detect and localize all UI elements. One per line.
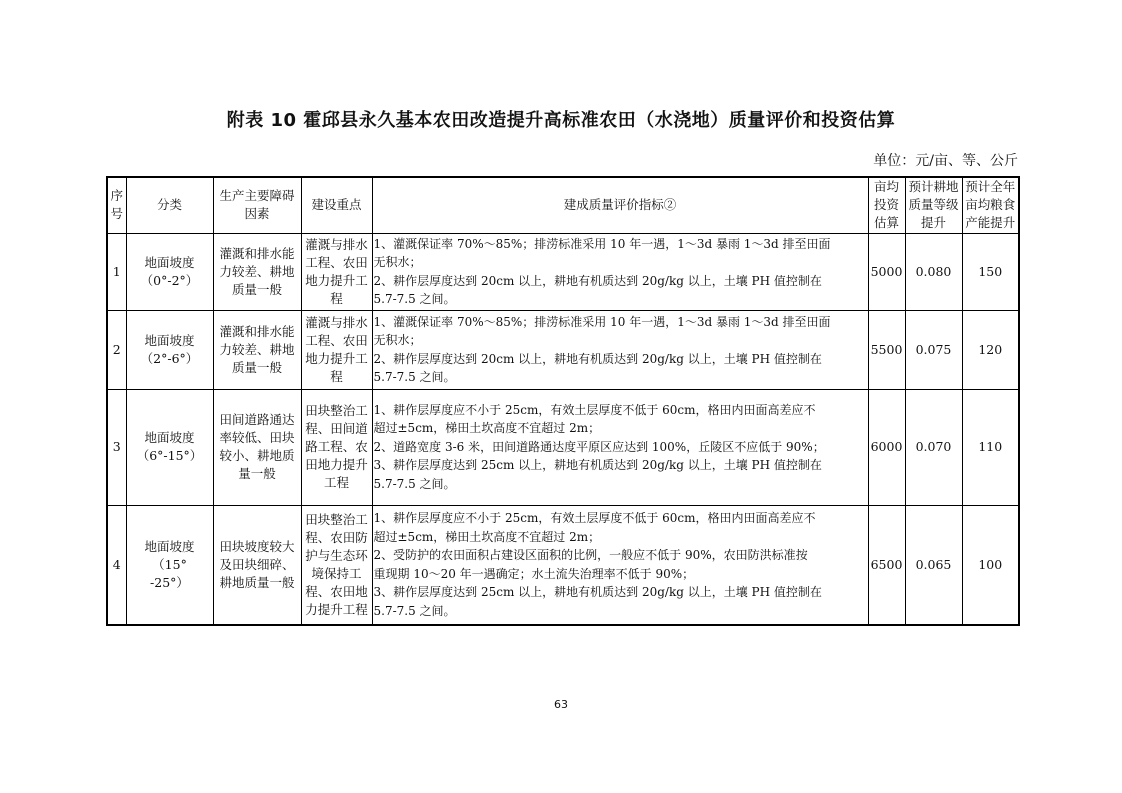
row-yield: 110	[962, 389, 1019, 505]
row-category: 地面坡度 （2°-6°）	[126, 310, 213, 389]
header-yield: 预计全年 亩均粮食 产能提升	[962, 177, 1019, 233]
header-obstacle: 生产主要障碍 因素	[213, 177, 301, 233]
header-category: 分类	[126, 177, 213, 233]
row-indicator: 1、耕作层厚度应不小于 25cm，有效土层厚度不低于 60cm，格田内田面高差应不 超过±5cm，梯田土坎高度不宜超过 2m； 2、道路宽度 3-6 米，田间道路通达度平原区应达到 100%，丘陵区不应低于 90%； 3、耕作层厚度达到 25cm 以上，耕地有机质达到 20g/kg 以上，土壤 PH 值控制在 5.7-7.5 之间。	[372, 389, 868, 505]
row-grade: 0.070	[905, 389, 962, 505]
page-number: 63	[554, 698, 568, 711]
row-investment: 5000	[868, 233, 905, 310]
row-grade: 0.080	[905, 233, 962, 310]
row-category: 地面坡度 （0°-2°）	[126, 233, 213, 310]
header-grade: 预计耕地 质量等级 提升	[905, 177, 962, 233]
row-focus: 灌溉与排水 工程、农田 地力提升工 程	[301, 310, 372, 389]
table-title: 附表 10 霍邱县永久基本农田改造提升高标准农田（水浇地）质量评价和投资估算	[226, 110, 896, 131]
row-investment: 6000	[868, 389, 905, 505]
row-grade: 0.065	[905, 505, 962, 625]
row-indicator: 1、灌溉保证率 70%～85%；排涝标准采用 10 年一遇，1～3d 暴雨 1～3d 排至田面 无积水； 2、耕作层厚度达到 20cm 以上，耕地有机质达到 20g/kg 以上，土壤 PH 值控制在 5.7-7.5 之间。	[372, 233, 868, 310]
row-focus: 灌溉与排水 工程、农田 地力提升工 程	[301, 233, 372, 310]
row-obstacle: 灌溉和排水能 力较差、耕地 质量一般	[213, 233, 301, 310]
table-row	[107, 310, 1019, 389]
row-indicator: 1、灌溉保证率 70%～85%；排涝标准采用 10 年一遇，1～3d 暴雨 1～3d 排至田面 无积水； 2、耕作层厚度达到 20cm 以上，耕地有机质达到 20g/kg 以上，土壤 PH 值控制在 5.7-7.5 之间。	[372, 310, 868, 389]
row-seq: 3	[107, 389, 126, 505]
row-yield: 150	[962, 233, 1019, 310]
row-seq: 1	[107, 233, 126, 310]
header-row	[107, 177, 1019, 233]
row-grade: 0.075	[905, 310, 962, 389]
row-yield: 100	[962, 505, 1019, 625]
header-indicator: 建成质量评价指标②	[372, 177, 868, 233]
row-investment: 5500	[868, 310, 905, 389]
row-focus: 田块整治工 程、田间道 路工程、农 田地力提升 工程	[301, 389, 372, 505]
row-seq: 4	[107, 505, 126, 625]
row-obstacle: 灌溉和排水能 力较差、耕地 质量一般	[213, 310, 301, 389]
unit-label: 单位：元/亩、等、公斤	[873, 153, 1018, 169]
header-investment: 亩均 投资 估算	[868, 177, 905, 233]
quality-investment-table	[106, 176, 1020, 626]
header-seq: 序 号	[107, 177, 126, 233]
row-focus: 田块整治工 程、农田防 护与生态环 境保持工 程、农田地 力提升工程	[301, 505, 372, 625]
row-obstacle: 田块坡度较大 及田块细碎、 耕地质量一般	[213, 505, 301, 625]
row-seq: 2	[107, 310, 126, 389]
row-yield: 120	[962, 310, 1019, 389]
row-category: 地面坡度 （6°-15°）	[126, 389, 213, 505]
header-focus: 建设重点	[301, 177, 372, 233]
row-category: 地面坡度 （15° -25°）	[126, 505, 213, 625]
table-row	[107, 233, 1019, 310]
row-indicator: 1、耕作层厚度应不小于 25cm，有效土层厚度不低于 60cm，格田内田面高差应不 超过±5cm，梯田土坎高度不宜超过 2m； 2、受防护的农田面积占建设区面积的比例，一般应不低于 90%，农田防洪标准按 重现期 10～20 年一遇确定；水土流失治理率不低于 90%； 3、耕作层厚度达到 25cm 以上，耕地有机质达到 20g/kg 以上，土壤 PH 值控制在 5.7-7.5 之间。	[372, 505, 868, 625]
row-investment: 6500	[868, 505, 905, 625]
table-row	[107, 389, 1019, 505]
row-obstacle: 田间道路通达 率较低、田块 较小、耕地质 量一般	[213, 389, 301, 505]
table-row	[107, 505, 1019, 625]
